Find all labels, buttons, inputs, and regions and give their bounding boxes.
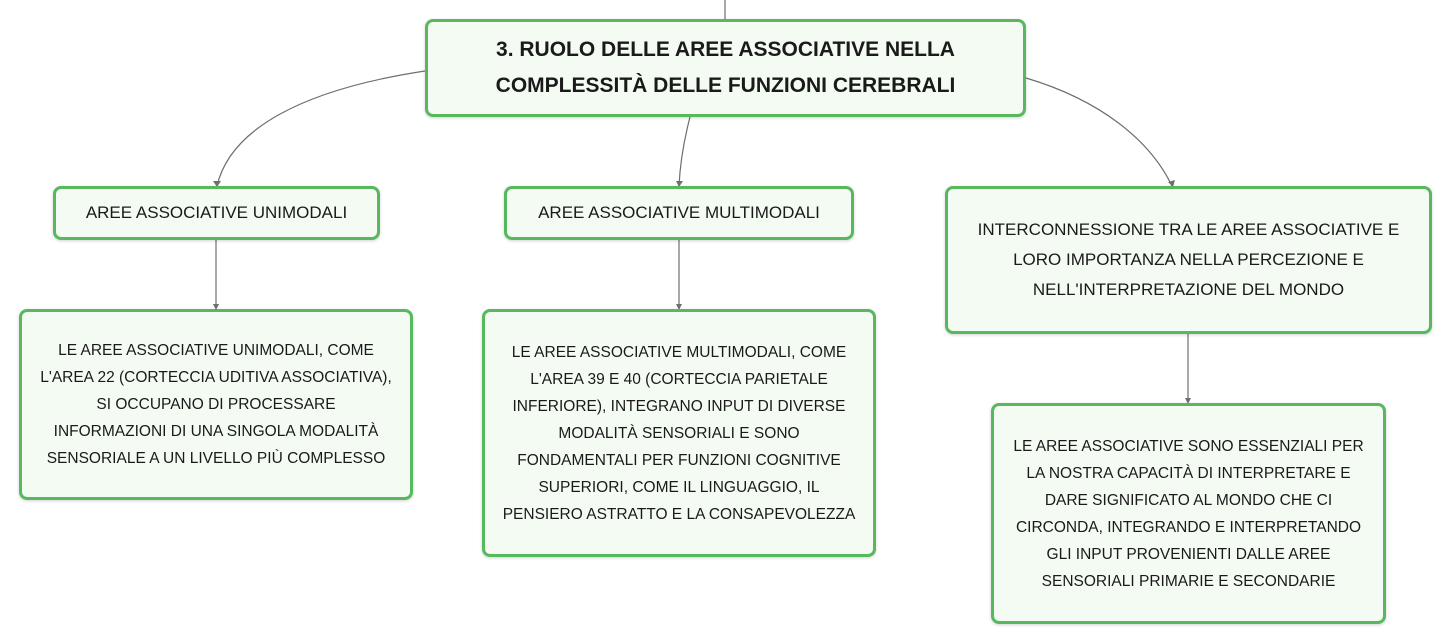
branch-label-line: NELL'INTERPRETAZIONE DEL MONDO <box>1032 280 1345 299</box>
detail-line: INFORMAZIONI DI UNA SINGOLA MODALITÀ <box>53 423 379 440</box>
detail-line: PENSIERO ASTRATTO E LA CONSAPEVOLEZZA <box>502 505 856 523</box>
detail-line: CIRCONDA, INTEGRANDO E INTERPRETANDO <box>1015 518 1362 536</box>
detail-line: LE AREE ASSOCIATIVE UNIMODALI, COME <box>58 342 374 359</box>
root-title-line-2: COMPLESSITÀ DELLE FUNZIONI CEREBRALI <box>495 74 956 97</box>
connector-root-to-interconnection <box>1026 78 1172 186</box>
branch-label-multimodal: AREE ASSOCIATIVE MULTIMODALI <box>538 203 820 222</box>
detail-text-multimodal <box>503 339 856 528</box>
detail-text-interconnection <box>1013 433 1363 595</box>
branch-label-line: LORO IMPORTANZA NELLA PERCEZIONE E <box>1013 250 1364 269</box>
detail-node-interconnection[interactable] <box>991 403 1386 624</box>
detail-line: LE AREE ASSOCIATIVE SONO ESSENZIALI PER <box>1013 437 1364 455</box>
root-title-line-1: 3. RUOLO DELLE AREE ASSOCIATIVE NELLA <box>496 38 955 61</box>
detail-line: SENSORIALE A UN LIVELLO PIÙ COMPLESSO <box>46 450 386 467</box>
detail-line: MODALITÀ SENSORIALI E SONO <box>558 424 800 442</box>
detail-line: L'AREA 22 (CORTECCIA UDITIVA ASSOCIATIVA), <box>40 369 392 386</box>
detail-line: LA NOSTRA CAPACITÀ DI INTERPRETARE E <box>1026 464 1351 482</box>
branch-label-unimodal: AREE ASSOCIATIVE UNIMODALI <box>85 203 348 222</box>
branch-node-unimodal[interactable] <box>53 186 380 240</box>
detail-line: FONDAMENTALI PER FUNZIONI COGNITIVE <box>517 451 841 469</box>
detail-line: SUPERIORI, COME IL LINGUAGGIO, IL <box>538 478 820 496</box>
detail-line: SENSORIALI PRIMARIE E SECONDARIE <box>1041 572 1336 590</box>
root-topic-text <box>496 32 956 104</box>
connector-root-to-multimodal <box>679 117 690 186</box>
detail-line: DARE SIGNIFICATO AL MONDO CHE CI <box>1044 491 1333 509</box>
connector-root-to-unimodal <box>217 71 425 186</box>
branch-node-multimodal[interactable] <box>504 186 854 240</box>
detail-line: GLI INPUT PROVENIENTI DALLE AREE <box>1046 545 1331 563</box>
detail-line: LE AREE ASSOCIATIVE MULTIMODALI, COME <box>511 343 847 361</box>
branch-label-interconnection <box>978 215 1400 305</box>
detail-node-unimodal[interactable] <box>19 309 413 500</box>
detail-text-unimodal <box>40 337 392 472</box>
detail-line: SI OCCUPANO DI PROCESSARE <box>96 396 336 413</box>
detail-line: L'AREA 39 E 40 (CORTECCIA PARIETALE <box>530 370 828 388</box>
detail-node-multimodal[interactable] <box>482 309 876 557</box>
branch-node-interconnection[interactable] <box>945 186 1432 334</box>
branch-label-line: INTERCONNESSIONE TRA LE AREE ASSOCIATIVE E <box>977 220 1400 239</box>
root-topic-node[interactable] <box>425 19 1026 117</box>
detail-line: INFERIORE), INTEGRANO INPUT DI DIVERSE <box>512 397 846 415</box>
